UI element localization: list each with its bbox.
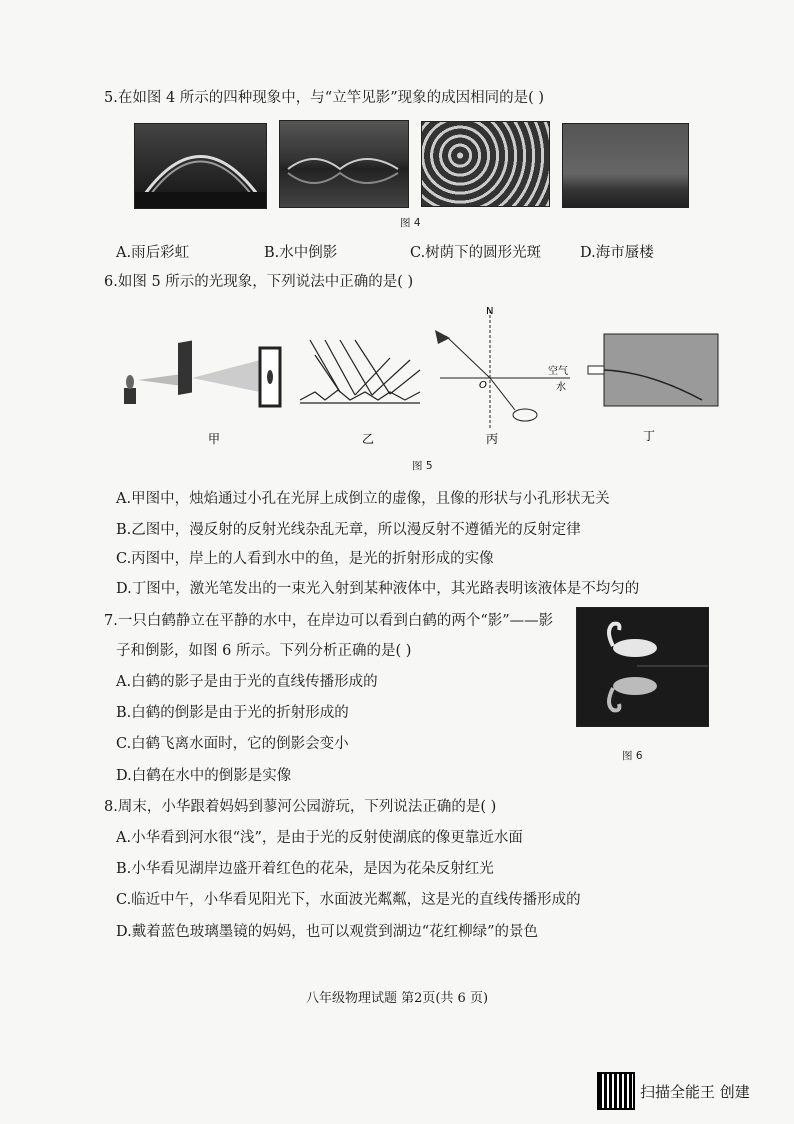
q8-option-c: C.临近中午，小华看见阳光下，水面波光粼粼，这是光的直线传播形成的 [116,892,581,908]
diffuse-reflection-diagram [300,340,420,403]
q5-option-b: B.水中倒影 [264,245,338,261]
q5-option-c: C.树荫下的圆形光斑 [410,245,542,261]
q8-option-d: D.戴着蓝色玻璃墨镜的妈妈，也可以观赏到湖边“花红柳绿”的景色 [116,924,539,940]
laser-liquid-diagram [588,334,718,406]
q6-option-a: A.甲图中，烛焰通过小孔在光屏上成倒立的虚像，且像的形状与小孔形状无关 [116,491,610,507]
scanner-watermark: 扫描全能王 创建 [640,1083,750,1101]
q7-option-a: A.白鹤的影子是由于光的直线传播形成的 [116,674,378,690]
q8-option-b: B.小华看见湖岸边盛开着红色的花朵，是因为花朵反射红光 [116,861,494,877]
mirage-photo [562,123,689,208]
page-footer: 八年级物理试题 第2页(共 6 页) [305,991,489,1006]
bridge-image [280,121,408,207]
figure-4-caption: 图 4 [400,217,421,229]
question-7-stem-line-1: 7.一只白鹤静立在平静的水中，在岸边可以看到白鹤的两个“影”——影 [104,613,554,629]
question-6-stem: 6.如图 5 所示的光现象，下列说法中正确的是( ) [104,274,414,290]
qr-code-icon [597,1072,635,1110]
diagram-label-jia: 甲 [208,432,221,446]
diagram-label-ding: 丁 [643,429,656,443]
diagram-label-bing: 丙 [486,432,499,446]
q5-option-d: D.海市蜃楼 [580,245,654,261]
q6-option-b: B.乙图中，漫反射的反射光线杂乱无章，所以漫反射不遵循光的反射定律 [116,522,581,538]
q7-option-d: D.白鹤在水中的倒影是实像 [116,768,292,784]
tree-shade-light-spots-photo [421,121,550,207]
figure-5-caption: 图 5 [412,460,433,472]
question-8-stem: 8.周末，小华跟着妈妈到蓼河公园游玩，下列说法正确的是( ) [104,799,497,815]
water-label: 水 [556,382,566,393]
pinhole-camera-diagram [124,341,280,406]
q7-option-b: B.白鹤的倒影是由于光的折射形成的 [116,705,349,721]
q8-option-a: A.小华看到河水很“浅”，是由于光的反射使湖底的像更靠近水面 [116,830,523,846]
normal-label-n: N [486,306,494,317]
point-label-o: O [479,380,487,391]
q7-option-c: C.白鹤飞离水面时，它的倒影会变小 [116,736,349,752]
diagram-label-yi: 乙 [362,432,375,446]
egret-photo [576,607,709,727]
figure-5-diagrams [110,300,730,460]
air-label: 空气 [548,366,568,377]
question-5-stem: 5.在如图 4 所示的四种现象中，与“立竿见影”现象的成因相同的是( ) [104,90,545,106]
question-7-stem-line-2: 子和倒影，如图 6 所示。下列分析正确的是( ) [116,643,412,659]
refraction-fish-diagram [435,306,570,430]
bridge-reflection-photo [279,120,409,208]
q6-option-d: D.丁图中，激光笔发出的一束光入射到某种液体中，其光路表明该液体是不均匀的 [116,581,640,597]
q6-option-c: C.丙图中，岸上的人看到水中的鱼，是光的折射形成的实像 [116,551,494,567]
egret-image [577,608,708,726]
rainbow-photo [134,123,267,209]
figure-6-caption: 图 6 [622,750,643,762]
rainbow-image [135,124,266,208]
q5-option-a: A.雨后彩虹 [116,245,190,261]
